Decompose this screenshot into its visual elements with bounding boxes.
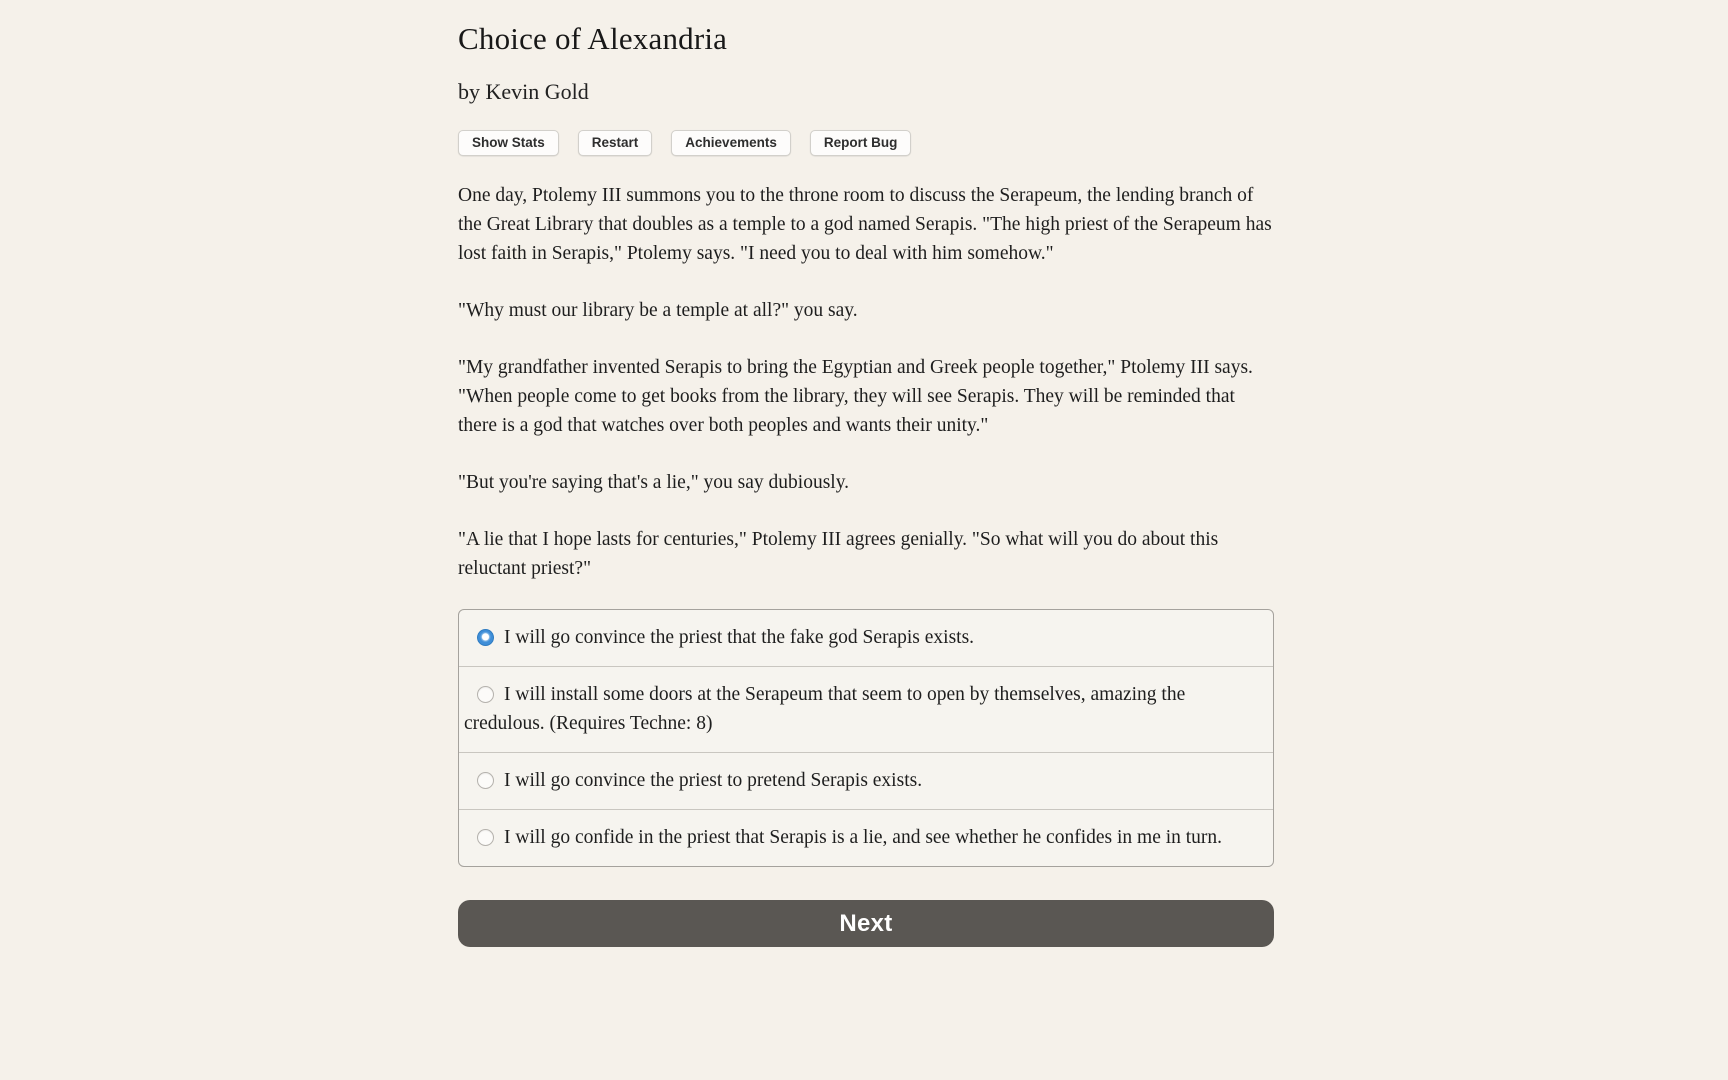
story-paragraph: One day, Ptolemy III summons you to the throne room to discuss the Serapeum, the lending branch of the Great Library that doubles as a temple to a god named Serapis. "The high priest of the Serapeum has lost faith in Serapis," Ptolemy says. "I need you to deal with him somehow." [458,185,1272,264]
choice-option-3[interactable] [459,752,1273,809]
choice-option-4[interactable] [459,809,1273,866]
choice-option-label: I will install some doors at the Serapeum that seem to open by themselves, amazing the credulous. (Requires Techne: 8) [464,684,1186,734]
toolbar [458,130,1274,156]
choice-group [458,609,1274,867]
game-title: Choice of Alexandria [458,21,728,56]
game-page [458,21,1274,947]
choice-option-label: I will go confide in the priest that Serapis is a lie, and see whether he confides in me in turn. [504,827,1223,848]
achievements-button[interactable]: Achievements [671,130,791,156]
choice-option-label: I will go convince the priest to pretend Serapis exists. [504,770,923,791]
story-paragraph: "A lie that I hope lasts for centuries," Ptolemy III agrees genially. "So what will you do about this reluctant priest?" [458,529,1219,579]
choice-option-2[interactable] [459,666,1273,752]
story-paragraph: "Why must our library be a temple at all?" you say. [458,300,858,321]
story-paragraph: "But you're saying that's a lie," you say dubiously. [458,472,850,493]
story-paragraph: "My grandfather invented Serapis to bring the Egyptian and Greek people together," Ptolemy III says. "When people come to get books from the library, they will see Serapis. They will be reminded that there is a god that watches over both peoples and wants their unity." [458,357,1253,436]
report-bug-button[interactable]: Report Bug [810,130,912,156]
radio-button-icon[interactable] [477,772,494,789]
next-button[interactable]: Next [458,900,1274,947]
radio-button-icon[interactable] [477,629,494,646]
radio-button-icon[interactable] [477,829,494,846]
restart-button[interactable]: Restart [578,130,653,156]
show-stats-button[interactable]: Show Stats [458,130,559,156]
choice-option-1[interactable] [459,610,1273,666]
radio-button-icon[interactable] [477,686,494,703]
story-text [458,181,1274,583]
choice-option-label: I will go convince the priest that the fake god Serapis exists. [504,627,975,648]
game-byline: by Kevin Gold [458,79,589,104]
